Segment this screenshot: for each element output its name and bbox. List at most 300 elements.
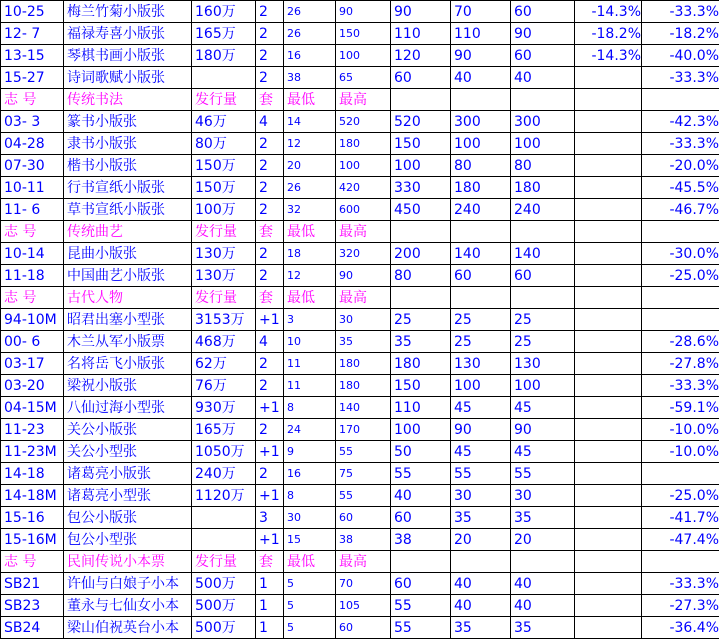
price-b-cell: 35: [451, 617, 511, 639]
header-set-count-cell: 套: [256, 551, 284, 573]
price-a-cell: 90: [391, 1, 451, 23]
price-a-cell: 55: [391, 463, 451, 485]
price-a-cell: 35: [391, 331, 451, 353]
header-issue-quantity-cell: 发行量: [192, 287, 256, 309]
stamp-name-cell: 草书宣纸小版张: [64, 199, 192, 221]
price-b-cell: 20: [451, 529, 511, 551]
low-price-cell: 16: [284, 45, 336, 67]
stamp-name-cell: 楷书小版张: [64, 155, 192, 177]
header-change-b-cell: [642, 551, 719, 573]
issue-quantity-cell: [192, 507, 256, 529]
stamp-name-cell: 诸葛亮小型张: [64, 485, 192, 507]
price-a-cell: 60: [391, 507, 451, 529]
header-stamp-code-cell: 志 号: [1, 551, 64, 573]
issue-quantity-cell: 500万: [192, 617, 256, 639]
low-price-cell: 16: [284, 463, 336, 485]
low-price-cell: 9: [284, 441, 336, 463]
change-b-cell: -33.3%: [642, 67, 719, 89]
stamp-code-cell: 14-18: [1, 463, 64, 485]
low-price-cell: 10: [284, 331, 336, 353]
header-change-a-cell: [575, 287, 642, 309]
price-c-cell: 90: [511, 23, 575, 45]
price-a-cell: 200: [391, 243, 451, 265]
stamp-code-cell: 12- 7: [1, 23, 64, 45]
issue-quantity-cell: 46万: [192, 111, 256, 133]
set-count-cell: 2: [256, 23, 284, 45]
high-price-cell: 55: [336, 485, 391, 507]
price-c-cell: 40: [511, 573, 575, 595]
low-price-cell: 15: [284, 529, 336, 551]
set-count-cell: +1: [256, 441, 284, 463]
set-count-cell: 2: [256, 243, 284, 265]
stamp-code-cell: 11-18: [1, 265, 64, 287]
stamp-name-cell: 关公小型张: [64, 441, 192, 463]
header-low-price-cell: 最低: [284, 221, 336, 243]
change-b-cell: -36.4%: [642, 617, 719, 639]
header-price-a-cell: [391, 551, 451, 573]
price-b-cell: 110: [451, 23, 511, 45]
header-low-price-cell: 最低: [284, 551, 336, 573]
set-count-cell: 2: [256, 419, 284, 441]
stamp-name-cell: 名将岳飞小版张: [64, 353, 192, 375]
change-b-cell: -47.4%: [642, 529, 719, 551]
stamp-code-cell: 10-25: [1, 1, 64, 23]
table-row: [1, 243, 719, 265]
price-b-cell: 240: [451, 199, 511, 221]
issue-quantity-cell: 76万: [192, 375, 256, 397]
stamp-name-cell: 中国曲艺小版张: [64, 265, 192, 287]
price-c-cell: 140: [511, 243, 575, 265]
header-high-price-cell: 最高: [336, 551, 391, 573]
price-b-cell: 45: [451, 441, 511, 463]
change-b-cell: -27.3%: [642, 595, 719, 617]
issue-quantity-cell: 80万: [192, 133, 256, 155]
table-row: [1, 529, 719, 551]
header-stamp-code-cell: 志 号: [1, 221, 64, 243]
issue-quantity-cell: 130万: [192, 265, 256, 287]
high-price-cell: 180: [336, 353, 391, 375]
price-b-cell: 40: [451, 67, 511, 89]
stamp-name-cell: 梅兰竹菊小版张: [64, 1, 192, 23]
header-price-a-cell: [391, 89, 451, 111]
price-a-cell: 450: [391, 199, 451, 221]
price-a-cell: 100: [391, 155, 451, 177]
price-c-cell: 60: [511, 1, 575, 23]
header-change-a-cell: [575, 89, 642, 111]
set-count-cell: +1: [256, 485, 284, 507]
price-c-cell: 45: [511, 397, 575, 419]
low-price-cell: 5: [284, 617, 336, 639]
header-price-b-cell: [451, 221, 511, 243]
table-row: [1, 45, 719, 67]
set-count-cell: 2: [256, 133, 284, 155]
set-count-cell: 2: [256, 353, 284, 375]
high-price-cell: 100: [336, 45, 391, 67]
change-b-cell: [642, 463, 719, 485]
price-c-cell: 60: [511, 265, 575, 287]
header-change-b-cell: [642, 287, 719, 309]
change-b-cell: -33.3%: [642, 375, 719, 397]
price-a-cell: 55: [391, 617, 451, 639]
price-a-cell: 55: [391, 595, 451, 617]
issue-quantity-cell: 150万: [192, 155, 256, 177]
price-b-cell: 40: [451, 595, 511, 617]
table-row: [1, 331, 719, 353]
price-c-cell: 25: [511, 309, 575, 331]
change-a-cell: [575, 529, 642, 551]
change-a-cell: [575, 485, 642, 507]
low-price-cell: 20: [284, 155, 336, 177]
low-price-cell: 26: [284, 1, 336, 23]
set-count-cell: 3: [256, 507, 284, 529]
table-row: [1, 67, 719, 89]
price-c-cell: 100: [511, 133, 575, 155]
stamp-name-cell: 诗词歌赋小版张: [64, 67, 192, 89]
stamp-code-cell: 11- 6: [1, 199, 64, 221]
header-price-b-cell: [451, 551, 511, 573]
table-body: [1, 1, 719, 639]
change-b-cell: -18.2%: [642, 23, 719, 45]
high-price-cell: 60: [336, 507, 391, 529]
header-issue-quantity-cell: 发行量: [192, 221, 256, 243]
change-a-cell: [575, 441, 642, 463]
issue-quantity-cell: 1120万: [192, 485, 256, 507]
stamp-name-cell: 董永与七仙女小本: [64, 595, 192, 617]
change-a-cell: [575, 155, 642, 177]
price-c-cell: 90: [511, 419, 575, 441]
header-price-c-cell: [511, 89, 575, 111]
table-row: [1, 573, 719, 595]
low-price-cell: 8: [284, 397, 336, 419]
header-price-b-cell: [451, 89, 511, 111]
issue-quantity-cell: 930万: [192, 397, 256, 419]
price-b-cell: 140: [451, 243, 511, 265]
low-price-cell: 11: [284, 353, 336, 375]
change-a-cell: [575, 397, 642, 419]
stamp-name-cell: 八仙过海小型张: [64, 397, 192, 419]
issue-quantity-cell: 165万: [192, 23, 256, 45]
stamp-code-cell: 10-11: [1, 177, 64, 199]
header-issue-quantity-cell: 发行量: [192, 89, 256, 111]
price-a-cell: 520: [391, 111, 451, 133]
issue-quantity-cell: 240万: [192, 463, 256, 485]
set-count-cell: 2: [256, 155, 284, 177]
price-b-cell: 30: [451, 485, 511, 507]
section-header-row: [1, 89, 719, 111]
header-issue-quantity-cell: 发行量: [192, 551, 256, 573]
stamp-code-cell: 10-14: [1, 243, 64, 265]
change-b-cell: -27.8%: [642, 353, 719, 375]
high-price-cell: 90: [336, 1, 391, 23]
stamp-code-cell: 15-16M: [1, 529, 64, 551]
stamp-code-cell: 00- 6: [1, 331, 64, 353]
change-a-cell: [575, 507, 642, 529]
price-a-cell: 38: [391, 529, 451, 551]
table-row: [1, 177, 719, 199]
low-price-cell: 30: [284, 507, 336, 529]
set-count-cell: 2: [256, 375, 284, 397]
change-b-cell: -40.0%: [642, 45, 719, 67]
stamp-code-cell: 03- 3: [1, 111, 64, 133]
price-b-cell: 300: [451, 111, 511, 133]
header-stamp-name-cell: 古代人物: [64, 287, 192, 309]
price-a-cell: 60: [391, 573, 451, 595]
low-price-cell: 5: [284, 595, 336, 617]
stamp-code-cell: 94-10M: [1, 309, 64, 331]
table-row: [1, 485, 719, 507]
price-c-cell: 30: [511, 485, 575, 507]
section-header-row: [1, 221, 719, 243]
issue-quantity-cell: 62万: [192, 353, 256, 375]
high-price-cell: 75: [336, 463, 391, 485]
table-row: [1, 199, 719, 221]
high-price-cell: 100: [336, 155, 391, 177]
issue-quantity-cell: [192, 67, 256, 89]
header-stamp-code-cell: 志 号: [1, 287, 64, 309]
change-b-cell: -28.6%: [642, 331, 719, 353]
issue-quantity-cell: 468万: [192, 331, 256, 353]
change-a-cell: [575, 419, 642, 441]
header-price-a-cell: [391, 221, 451, 243]
issue-quantity-cell: 130万: [192, 243, 256, 265]
change-a-cell: [575, 265, 642, 287]
set-count-cell: 2: [256, 67, 284, 89]
stamp-name-cell: 行书宣纸小版张: [64, 177, 192, 199]
low-price-cell: 32: [284, 199, 336, 221]
price-c-cell: 300: [511, 111, 575, 133]
issue-quantity-cell: 100万: [192, 199, 256, 221]
stamp-name-cell: 篆书小版张: [64, 111, 192, 133]
high-price-cell: 38: [336, 529, 391, 551]
high-price-cell: 140: [336, 397, 391, 419]
stamp-name-cell: 隶书小版张: [64, 133, 192, 155]
change-a-cell: -14.3%: [575, 45, 642, 67]
price-b-cell: 45: [451, 397, 511, 419]
header-stamp-name-cell: 传统曲艺: [64, 221, 192, 243]
price-a-cell: 330: [391, 177, 451, 199]
stamp-name-cell: 昆曲小版张: [64, 243, 192, 265]
price-a-cell: 110: [391, 23, 451, 45]
change-a-cell: [575, 67, 642, 89]
high-price-cell: 420: [336, 177, 391, 199]
price-a-cell: 180: [391, 353, 451, 375]
header-change-a-cell: [575, 551, 642, 573]
table-row: [1, 353, 719, 375]
change-b-cell: -33.3%: [642, 1, 719, 23]
header-change-b-cell: [642, 221, 719, 243]
high-price-cell: 60: [336, 617, 391, 639]
set-count-cell: 2: [256, 177, 284, 199]
high-price-cell: 35: [336, 331, 391, 353]
price-b-cell: 90: [451, 419, 511, 441]
table-row: [1, 309, 719, 331]
price-b-cell: 80: [451, 155, 511, 177]
price-b-cell: 180: [451, 177, 511, 199]
header-set-count-cell: 套: [256, 221, 284, 243]
low-price-cell: 12: [284, 133, 336, 155]
high-price-cell: 180: [336, 375, 391, 397]
set-count-cell: 2: [256, 265, 284, 287]
change-a-cell: [575, 595, 642, 617]
low-price-cell: 26: [284, 177, 336, 199]
header-high-price-cell: 最高: [336, 221, 391, 243]
low-price-cell: 3: [284, 309, 336, 331]
change-a-cell: [575, 177, 642, 199]
change-b-cell: -10.0%: [642, 419, 719, 441]
header-price-a-cell: [391, 287, 451, 309]
high-price-cell: 170: [336, 419, 391, 441]
table-row: [1, 375, 719, 397]
header-stamp-code-cell: 志 号: [1, 89, 64, 111]
set-count-cell: 2: [256, 45, 284, 67]
issue-quantity-cell: 3153万: [192, 309, 256, 331]
set-count-cell: +1: [256, 397, 284, 419]
table-row: [1, 507, 719, 529]
stamp-name-cell: 包公小型张: [64, 529, 192, 551]
high-price-cell: 55: [336, 441, 391, 463]
price-b-cell: 100: [451, 133, 511, 155]
set-count-cell: +1: [256, 529, 284, 551]
high-price-cell: 90: [336, 265, 391, 287]
change-a-cell: [575, 133, 642, 155]
set-count-cell: 4: [256, 111, 284, 133]
price-b-cell: 100: [451, 375, 511, 397]
stamp-name-cell: 梁祝小版张: [64, 375, 192, 397]
header-high-price-cell: 最高: [336, 287, 391, 309]
table-row: [1, 463, 719, 485]
set-count-cell: 1: [256, 617, 284, 639]
high-price-cell: 150: [336, 23, 391, 45]
header-stamp-name-cell: 传统书法: [64, 89, 192, 111]
issue-quantity-cell: 1050万: [192, 441, 256, 463]
low-price-cell: 8: [284, 485, 336, 507]
price-c-cell: 35: [511, 617, 575, 639]
stamp-name-cell: 福禄寿喜小版张: [64, 23, 192, 45]
header-set-count-cell: 套: [256, 89, 284, 111]
issue-quantity-cell: 500万: [192, 595, 256, 617]
price-b-cell: 40: [451, 573, 511, 595]
price-b-cell: 70: [451, 1, 511, 23]
stamp-name-cell: 木兰从军小版票: [64, 331, 192, 353]
stamp-code-cell: 07-30: [1, 155, 64, 177]
change-a-cell: [575, 573, 642, 595]
price-a-cell: 60: [391, 67, 451, 89]
price-c-cell: 45: [511, 441, 575, 463]
price-b-cell: 25: [451, 309, 511, 331]
price-c-cell: 80: [511, 155, 575, 177]
header-price-c-cell: [511, 221, 575, 243]
stamp-code-cell: 13-15: [1, 45, 64, 67]
section-header-row: [1, 287, 719, 309]
set-count-cell: +1: [256, 309, 284, 331]
change-a-cell: -18.2%: [575, 23, 642, 45]
high-price-cell: 520: [336, 111, 391, 133]
change-b-cell: -33.3%: [642, 573, 719, 595]
set-count-cell: 4: [256, 331, 284, 353]
header-price-c-cell: [511, 551, 575, 573]
change-a-cell: [575, 375, 642, 397]
price-c-cell: 100: [511, 375, 575, 397]
change-b-cell: -42.3%: [642, 111, 719, 133]
set-count-cell: 1: [256, 573, 284, 595]
high-price-cell: 105: [336, 595, 391, 617]
change-b-cell: -20.0%: [642, 155, 719, 177]
issue-quantity-cell: 160万: [192, 1, 256, 23]
price-c-cell: 180: [511, 177, 575, 199]
issue-quantity-cell: 500万: [192, 573, 256, 595]
price-a-cell: 50: [391, 441, 451, 463]
header-change-a-cell: [575, 221, 642, 243]
price-c-cell: 40: [511, 67, 575, 89]
header-low-price-cell: 最低: [284, 287, 336, 309]
table-row: [1, 23, 719, 45]
price-a-cell: 25: [391, 309, 451, 331]
table-row: [1, 595, 719, 617]
stamp-code-cell: SB24: [1, 617, 64, 639]
change-b-cell: -33.3%: [642, 133, 719, 155]
table-row: [1, 397, 719, 419]
price-a-cell: 100: [391, 419, 451, 441]
high-price-cell: 30: [336, 309, 391, 331]
low-price-cell: 11: [284, 375, 336, 397]
price-c-cell: 240: [511, 199, 575, 221]
change-a-cell: [575, 331, 642, 353]
set-count-cell: 1: [256, 595, 284, 617]
issue-quantity-cell: 180万: [192, 45, 256, 67]
change-b-cell: -10.0%: [642, 441, 719, 463]
stamp-code-cell: 11-23: [1, 419, 64, 441]
stamp-name-cell: 包公小版张: [64, 507, 192, 529]
set-count-cell: 2: [256, 463, 284, 485]
change-a-cell: [575, 617, 642, 639]
price-a-cell: 40: [391, 485, 451, 507]
table-row: [1, 111, 719, 133]
price-b-cell: 130: [451, 353, 511, 375]
stamp-code-cell: 11-23M: [1, 441, 64, 463]
table-row: [1, 419, 719, 441]
change-a-cell: -14.3%: [575, 1, 642, 23]
high-price-cell: 70: [336, 573, 391, 595]
change-b-cell: -59.1%: [642, 397, 719, 419]
change-b-cell: [642, 309, 719, 331]
high-price-cell: 600: [336, 199, 391, 221]
change-a-cell: [575, 111, 642, 133]
price-b-cell: 90: [451, 45, 511, 67]
change-b-cell: -45.5%: [642, 177, 719, 199]
stamp-code-cell: 15-16: [1, 507, 64, 529]
price-a-cell: 80: [391, 265, 451, 287]
price-c-cell: 35: [511, 507, 575, 529]
table-row: [1, 441, 719, 463]
price-c-cell: 130: [511, 353, 575, 375]
stamp-code-cell: 03-17: [1, 353, 64, 375]
low-price-cell: 18: [284, 243, 336, 265]
low-price-cell: 26: [284, 23, 336, 45]
price-b-cell: 25: [451, 331, 511, 353]
header-high-price-cell: 最高: [336, 89, 391, 111]
price-a-cell: 150: [391, 375, 451, 397]
change-b-cell: -41.7%: [642, 507, 719, 529]
stamp-code-cell: 15-27: [1, 67, 64, 89]
stamp-name-cell: 昭君出塞小型张: [64, 309, 192, 331]
table-row: [1, 617, 719, 639]
price-c-cell: 55: [511, 463, 575, 485]
table-row: [1, 265, 719, 287]
header-price-c-cell: [511, 287, 575, 309]
price-b-cell: 55: [451, 463, 511, 485]
price-c-cell: 60: [511, 45, 575, 67]
header-price-b-cell: [451, 287, 511, 309]
